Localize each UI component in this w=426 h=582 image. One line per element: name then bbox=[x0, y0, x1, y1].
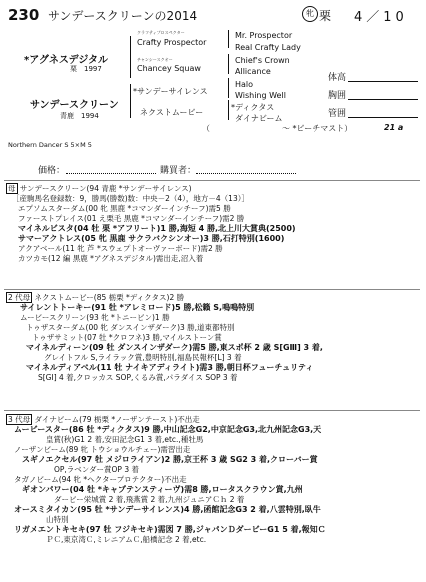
sire-mark: * bbox=[24, 55, 30, 66]
second-dam-line: トゥザサミット(07 牡 *クロフネ)3 勝,マイルストーン賞 bbox=[32, 333, 222, 342]
first-dam-section bbox=[6, 183, 296, 264]
price-label: 価格： bbox=[38, 166, 66, 176]
second-dam-line: マイネルディーン(09 牡 ダンスインザダーク)需5 勝,東スポ杯 2 歳 S[GⅢ] 3 着, bbox=[26, 343, 323, 352]
sd-sire: Chief's Crown bbox=[235, 56, 290, 65]
ss-dam: Real Crafty Lady bbox=[235, 43, 301, 52]
first-dam-foal: カツカモ(12 編 黒鹿 *アグネスデジタル)需出走,沼入着 bbox=[18, 254, 204, 263]
ds-bracket bbox=[228, 78, 229, 98]
dam-name: サンデースクリーン bbox=[30, 100, 119, 111]
birth-date: 4／10 bbox=[354, 10, 408, 25]
third-dam-line: タガノビーム(94 牝 *ヘクタープロテクター)不出走 bbox=[14, 475, 187, 484]
first-dam-foal: サマーアクトレス(05 牝 黒鹿 サクラバクシンオー)3 勝,石打特別(1600) bbox=[18, 234, 285, 243]
third-dam-line: ノーザンビーム(89 牝 トウショウルチェー)需習出走 bbox=[14, 445, 191, 454]
sire-name: アグネスデジタル bbox=[29, 55, 109, 66]
buyer-field[interactable] bbox=[196, 173, 296, 174]
first-dam-foal: アクアベール(11 牝 芦 *スウェプトオーヴァーボード)需2 勝 bbox=[18, 244, 223, 253]
ds-dam: Wishing Well bbox=[235, 91, 286, 100]
third-dam-line: OP,ラベンダー賞OP 3 着 bbox=[54, 465, 139, 474]
first-dam-title: サンデースクリーン(94 青鹿 *サンデーサイレンス) bbox=[19, 184, 192, 193]
third-dam-title: ダイナビーム(79 栃栗 *ノーザンテースト)不出走 bbox=[34, 415, 200, 424]
first-dam-foal: ファーストプレイス(01 え栗毛 黒鹿 *コマンダーインチーフ)需2 勝 bbox=[18, 214, 245, 223]
cannon-label: 管囲 bbox=[328, 109, 347, 119]
third-dam-line: 山特別 bbox=[46, 515, 69, 524]
dam-details bbox=[60, 111, 99, 121]
second-dam-line: グレイトフル S,ライラック賞,豊明特別,福島民報杯[L] 3 着 bbox=[44, 353, 242, 362]
second-dam-line: ムービースクリーン(93 牝 *トニービン)1 勝 bbox=[20, 313, 170, 322]
third-dam-section bbox=[6, 414, 326, 545]
sd-bracket bbox=[228, 54, 229, 74]
dd-dam: ダイナビーム bbox=[235, 114, 283, 123]
first-dam-label: 母 bbox=[8, 184, 16, 193]
horse-name: サンデースクリーンの2014 bbox=[48, 9, 198, 23]
first-dam-foal: マイネルビスタ(04 牡 栗 *アフリート)1 勝,海短 4 勝,北上川大賞典(2500) bbox=[18, 224, 296, 233]
height-field[interactable] bbox=[348, 81, 418, 82]
second-dam-title: ネクストムービー(85 栃栗 *ディクタス)2 勝 bbox=[34, 293, 185, 302]
second-dam-line: サイレントトーキー(91 牡 *アレミロード)5 勝,松籟 S,鳴鳴特別 bbox=[20, 303, 255, 312]
third-dam-line: オースミタイカン(95 牡 *サンデーサイレンス)4 勝,函館記念G3 2 着,八雲特別,臥牛 bbox=[14, 505, 321, 514]
paren-open: （ bbox=[202, 124, 210, 133]
sd-dam: Allicance bbox=[235, 67, 271, 76]
first-dam-foal: エプソムスターダム(00 牝 黒鹿 *コマンダーインチーフ)需5 勝 bbox=[18, 204, 231, 213]
dd-bracket bbox=[228, 100, 229, 120]
ss-bracket bbox=[228, 30, 229, 48]
sire-color: 栗 bbox=[70, 65, 77, 73]
dd-sire-mark: * bbox=[231, 103, 235, 112]
second-dam-line: マイネルディアベル(11 牡 ナイキアディライト)需3 勝,朝日杯フューチュリティ bbox=[26, 363, 314, 372]
dam-sire-name: サンデーサイレンス bbox=[137, 87, 208, 96]
sire-dam-ruby: チャンシースクオー bbox=[137, 57, 173, 62]
third-dam-line: ダービー栄城賞 2 着,飛燕賞 2 着,九州ジュニアＣｈ 2 着 bbox=[54, 495, 245, 504]
horse-color: 栗 bbox=[319, 9, 332, 23]
cannon-field[interactable] bbox=[348, 117, 418, 118]
inbreeding-line: Northern Dancer S 5×M 5 bbox=[8, 141, 92, 149]
third-dam-line: ギオンパワー(04 牡 *キャプテンスティーヴ)需8 勝,ロータスクラウン賞,九州 bbox=[22, 485, 303, 494]
lot-number: 230 bbox=[8, 6, 40, 24]
separator-3 bbox=[4, 410, 420, 411]
height-label: 体高 bbox=[328, 73, 347, 83]
sire-year: 1997 bbox=[84, 65, 102, 73]
second-dam-line: トゥザスターダム(00 牝 ダンスインザダーク)3 勝,道東都特別 bbox=[26, 323, 235, 332]
dam-sire-mark: * bbox=[133, 87, 137, 96]
second-dam-label: 2 代母 bbox=[8, 293, 31, 302]
chest-label: 胸囲 bbox=[328, 91, 347, 101]
sire-dam-name: Chancey Squaw bbox=[137, 64, 201, 73]
sire-details bbox=[70, 64, 102, 74]
chest-field[interactable] bbox=[348, 99, 418, 100]
second-dam-line: S[GⅠ] 4 着,クロッカス SOP,くるみ賞,パラダイス SOP 3 着 bbox=[38, 373, 238, 382]
sire-sire-ruby: クラフティプロスペクター bbox=[137, 30, 185, 35]
third-dam-line: ムービースター(86 牡 *ディクタス)9 勝,中山記念G2,中京記念G3,北九州記念G3,天 bbox=[14, 425, 322, 434]
second-dam-section bbox=[6, 292, 323, 383]
grand-dam-sire-line bbox=[202, 123, 352, 134]
dd-sire-name: ディクタス bbox=[235, 103, 275, 112]
third-dam-line: ＰＣ,東京湾Ｃ,ミレニアムＣ,船橋記念 2 着,etc. bbox=[46, 535, 207, 544]
dosage: 21 a bbox=[384, 123, 404, 132]
separator-1 bbox=[4, 180, 420, 181]
third-dam-line: リガメエントキセキ(97 牡 フジキセキ)需図 7 勝,ジャパンＤダービーG1 5 着,報知Ｃ bbox=[14, 525, 326, 534]
dd-sire bbox=[231, 102, 274, 113]
grand-dam-sire-text: ～ *ビーチマスト） bbox=[282, 124, 353, 133]
price-field[interactable] bbox=[66, 173, 156, 174]
ds-sire: Halo bbox=[235, 80, 254, 89]
third-dam-line: スギノエクセル(97 牡 メジロライアン)2 勝,京王杯 3 歳 SG2 3 着,クローバー賞 bbox=[22, 455, 318, 464]
dam-dam-name: ネクストムービー bbox=[140, 108, 204, 117]
dam-color: 青鹿 bbox=[60, 112, 74, 120]
dam-bracket bbox=[130, 84, 131, 118]
buyer-label: 購買者： bbox=[160, 166, 197, 176]
third-dam-label: 3 代母 bbox=[8, 415, 31, 424]
ss-sire: Mr. Prospector bbox=[235, 31, 293, 40]
separator-2 bbox=[4, 289, 420, 290]
sire-bracket bbox=[130, 36, 131, 78]
dam-year: 1994 bbox=[81, 112, 99, 120]
first-dam-summary: ［産駒馬名登録数：9，勝馬(勝数)数：中央－2（4），地方－4（13）］ bbox=[12, 194, 249, 203]
third-dam-line: 皇賞(秋)G1 2 着,安田記念G1 3 着,etc.,種牡馬 bbox=[46, 435, 204, 444]
sex-mark: 牝 bbox=[302, 6, 318, 22]
sire-sire-name: Crafty Prospector bbox=[137, 38, 207, 47]
dam-sire bbox=[133, 86, 208, 97]
